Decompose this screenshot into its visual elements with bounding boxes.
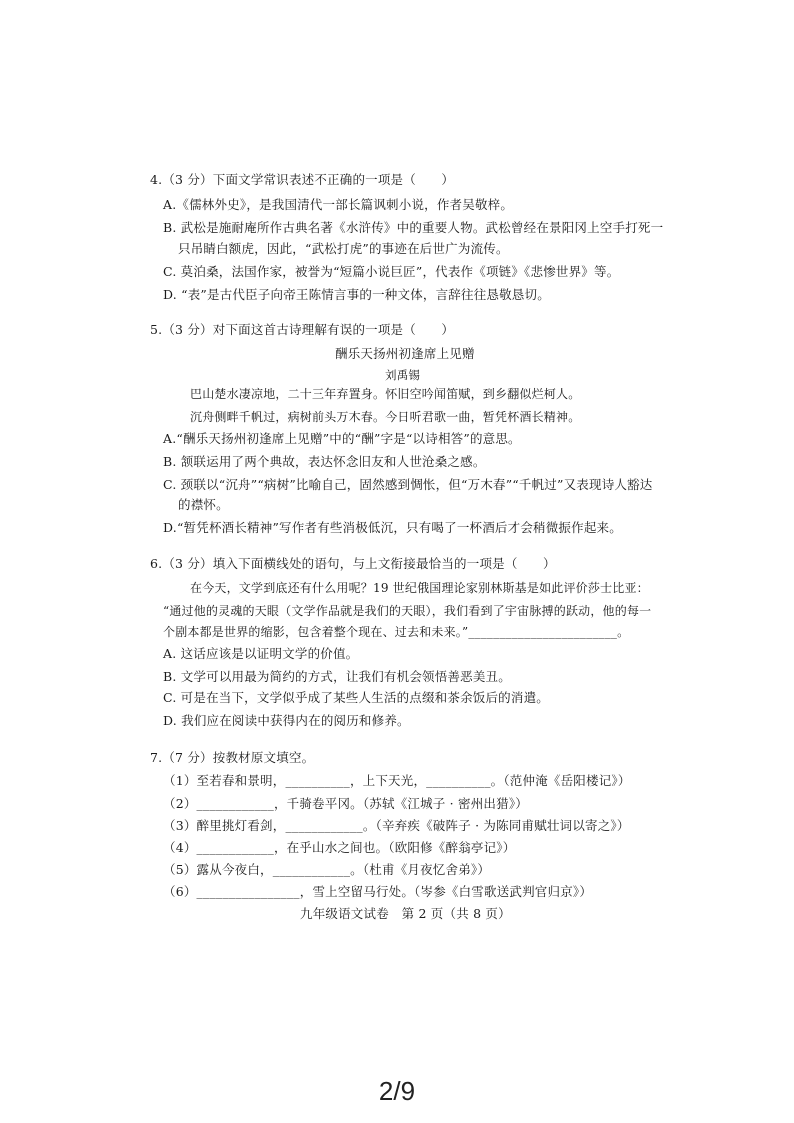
q6-option-b: B. 文学可以用最为简约的方式，让我们有机会领悟善恶美丑。 bbox=[163, 669, 511, 684]
q6-option-a: A. 这话应该是以证明文学的价值。 bbox=[163, 646, 359, 661]
q4-option-d: D. “表”是古代臣子向帝王陈情言事的一种文体，言辞往往恳敬恳切。 bbox=[163, 287, 550, 302]
q6-passage-line-3: 个剧本都是世界的缩影，包含着整个现在、过去和未来。”________________________。 bbox=[163, 625, 630, 639]
q7-item-1: （1）至若春和景明，__________，上下天光，__________。（范仲淹《岳阳楼记》） bbox=[163, 773, 631, 788]
q5-option-c-line1: C. 颈联以“沉舟”“病树”比喻自己，固然感到惆怅，但“万木春”“千帆过”又表现诗人豁达 bbox=[163, 477, 653, 492]
q7-item-6: （6）________________，雪上空留马行处。（岑参《白雪歌送武判官归京》） bbox=[163, 884, 593, 899]
q6-passage-line-2: “通过他的灵魂的天眼（文学作品就是我们的天眼），我们看到了宇宙脉搏的跃动，他的每一 bbox=[163, 604, 652, 618]
q7-item-4: （4）____________，在乎山水之间也。（欧阳修《醉翁亭记》） bbox=[163, 840, 516, 855]
poem-line-2: 沉舟侧畔千帆过，病树前头万木春。今日听君歌一曲，暂凭杯酒长精神。 bbox=[190, 410, 581, 424]
q5-option-b: B. 颔联运用了两个典故，表达怀念旧友和人世沧桑之感。 bbox=[163, 454, 486, 469]
poem-author: 刘禹锡 bbox=[385, 368, 421, 382]
q6-passage-line-1: 在今天，文学到底还有什么用呢？19 世纪俄国理论家别林斯基是如此评价莎士比亚： bbox=[190, 581, 649, 595]
exam-footer: 九年级语文试卷 第 2 页（共 8 页） bbox=[300, 906, 511, 921]
q5-stem: 5.（3 分）对下面这首古诗理解有误的一项是（ ） bbox=[150, 322, 455, 337]
q7-item-2: （2）____________，千骑卷平冈。（苏轼《江城子 · 密州出猎》） bbox=[163, 796, 528, 811]
q4-option-c: C. 莫泊桑，法国作家，被誉为“短篇小说巨匠”，代表作《项链》《悲惨世界》等。 bbox=[163, 264, 620, 279]
q5-option-c-line2: 的襟怀。 bbox=[178, 497, 229, 512]
q4-option-b-line2: 只吊睛白额虎，因此，“武松打虎”的事迹在后世广为流传。 bbox=[178, 241, 509, 256]
viewer-page-number: 2/9 bbox=[378, 1076, 416, 1106]
q4-stem: 4.（3 分）下面文学常识表述不正确的一项是（ ） bbox=[150, 172, 455, 187]
q6-option-d: D. 我们应在阅读中获得内在的阅历和修养。 bbox=[163, 713, 410, 728]
q6-option-c: C. 可是在当下，文学似乎成了某些人生活的点缀和茶余饭后的消遣。 bbox=[163, 690, 549, 705]
q7-stem: 7.（7 分）按教材原文填空。 bbox=[150, 750, 315, 765]
q5-option-d: D.“暂凭杯酒长精神”写作者有些消极低沉，只有喝了一杯酒后才会稍微振作起来。 bbox=[163, 520, 622, 535]
q5-option-a: A.“酬乐天扬州初逢席上见赠”中的“酬”字是“以诗相答”的意思。 bbox=[163, 431, 521, 446]
q7-item-3: （3）醉里挑灯看剑，____________。（辛弃疾《破阵子 · 为陈同甫赋壮词以寄之》） bbox=[163, 818, 630, 833]
poem-title: 酬乐天扬州初逢席上见赠 bbox=[335, 346, 475, 361]
q7-item-5: （5）露从今夜白，____________。（杜甫《月夜忆舍弟》） bbox=[163, 862, 491, 877]
q4-option-a: A.《儒林外史》，是我国清代一部长篇讽刺小说，作者吴敬梓。 bbox=[163, 197, 514, 212]
q4-option-b-line1: B. 武松是施耐庵所作古典名著《水浒传》中的重要人物。武松曾经在景阳冈上空手打死一 bbox=[163, 220, 664, 235]
poem-line-1: 巴山楚水凄凉地，二十三年弃置身。怀旧空吟闻笛赋，到乡翻似烂柯人。 bbox=[190, 387, 581, 401]
q6-stem: 6.（3 分）填入下面横线处的语句，与上文衔接最恰当的一项是（ ） bbox=[150, 556, 556, 571]
